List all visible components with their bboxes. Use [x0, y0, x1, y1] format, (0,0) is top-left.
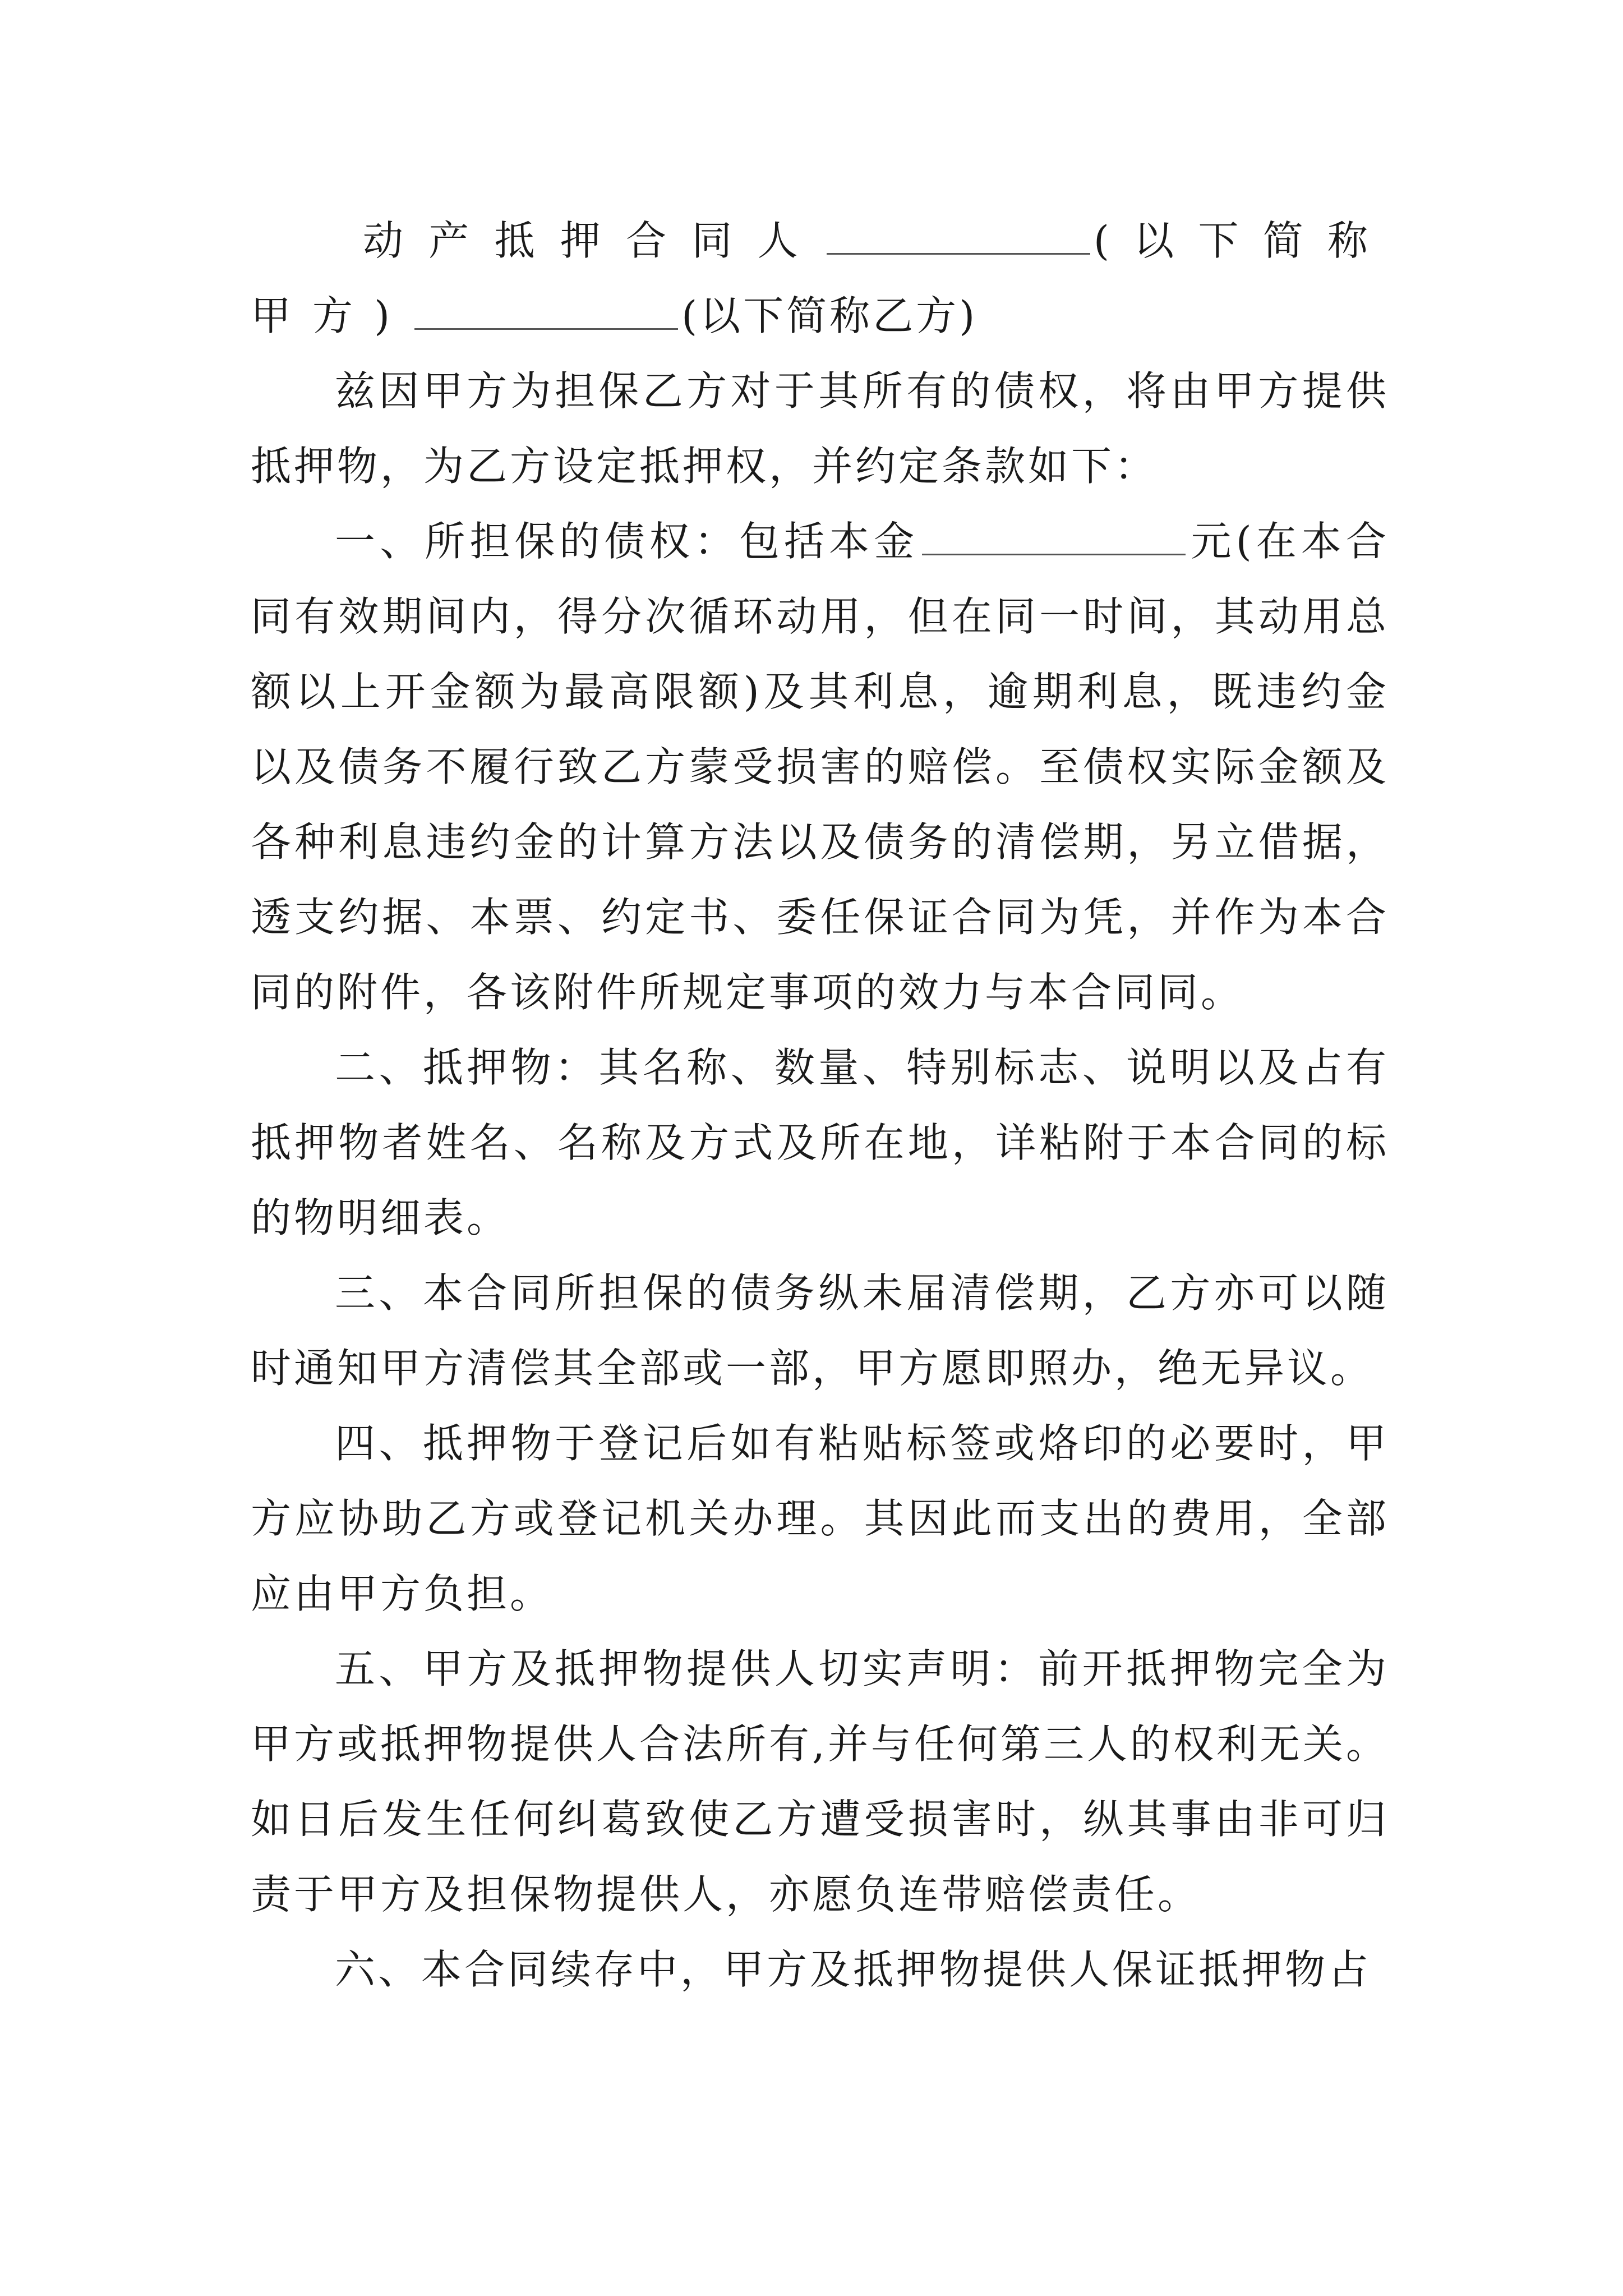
- clause-1-text: 元(在本合同有效期间内，得分次循环动用，但在同一时间，其动用总额以上开金额为最高限额)及其利息，逾期利息，既违约金以及债务不履行致乙方蒙受损害的赔偿。至债权实际金额及各种利息违约金的计算方法以及债务的清偿期，另立借据，透支约据、本票、约定书、委任保证合同为凭，并作为本合同的附件，各该附件所规定事项的效力与本合同同。: [251, 518, 1389, 1016]
- clause-3-paragraph: 三、本合同所担保的债务纵未届清偿期，乙方亦可以随时通知甲方清偿其全部或一部，甲方愿即照办，绝无异议。: [251, 1269, 1389, 1392]
- contract-title: 动产抵押合同人: [363, 217, 823, 264]
- party-a-abbrev: (以下简称甲方): [251, 217, 1389, 339]
- party-b-blank[interactable]: [414, 295, 678, 330]
- party-a-blank[interactable]: [827, 219, 1090, 255]
- clause-1-paragraph: [251, 504, 1389, 1030]
- contract-body: [251, 203, 1389, 2007]
- clause-5-paragraph: 五、甲方及抵押物提供人切实声明：前开抵押物完全为甲方或抵押物提供人合法所有,并与任何第三人的权利无关。如日后发生任何纠葛致使乙方遭受损害时，纵其事由非可归责于甲方及担保物提供人，亦愿负连带赔偿责任。: [251, 1645, 1389, 1918]
- clause-2-paragraph: 二、抵押物：其名称、数量、特别标志、说明以及占有抵押物者姓名、名称及方式及所在地，详粘附于本合同的标的物明细表。: [251, 1044, 1389, 1241]
- party-b-abbrev: (以下简称乙方): [681, 292, 978, 339]
- clause-6-paragraph: 六、本合同续存中，甲方及抵押物提供人保证抵押物占: [335, 1946, 1372, 1993]
- principal-amount-blank[interactable]: [922, 520, 1186, 555]
- preamble-paragraph: 兹因甲方为担保乙方对于其所有的债权，将由甲方提供抵押物，为乙方设定抵押权，并约定条款如下：: [251, 367, 1389, 490]
- clause-4-paragraph: 四、抵押物于登记后如有粘贴标签或烙印的必要时，甲方应协助乙方或登记机关办理。其因此而支出的费用，全部应由甲方负担。: [251, 1420, 1389, 1617]
- contract-title-paragraph: [251, 203, 1389, 353]
- clause-1-lead: 一、所担保的债权：包括本金: [335, 518, 919, 565]
